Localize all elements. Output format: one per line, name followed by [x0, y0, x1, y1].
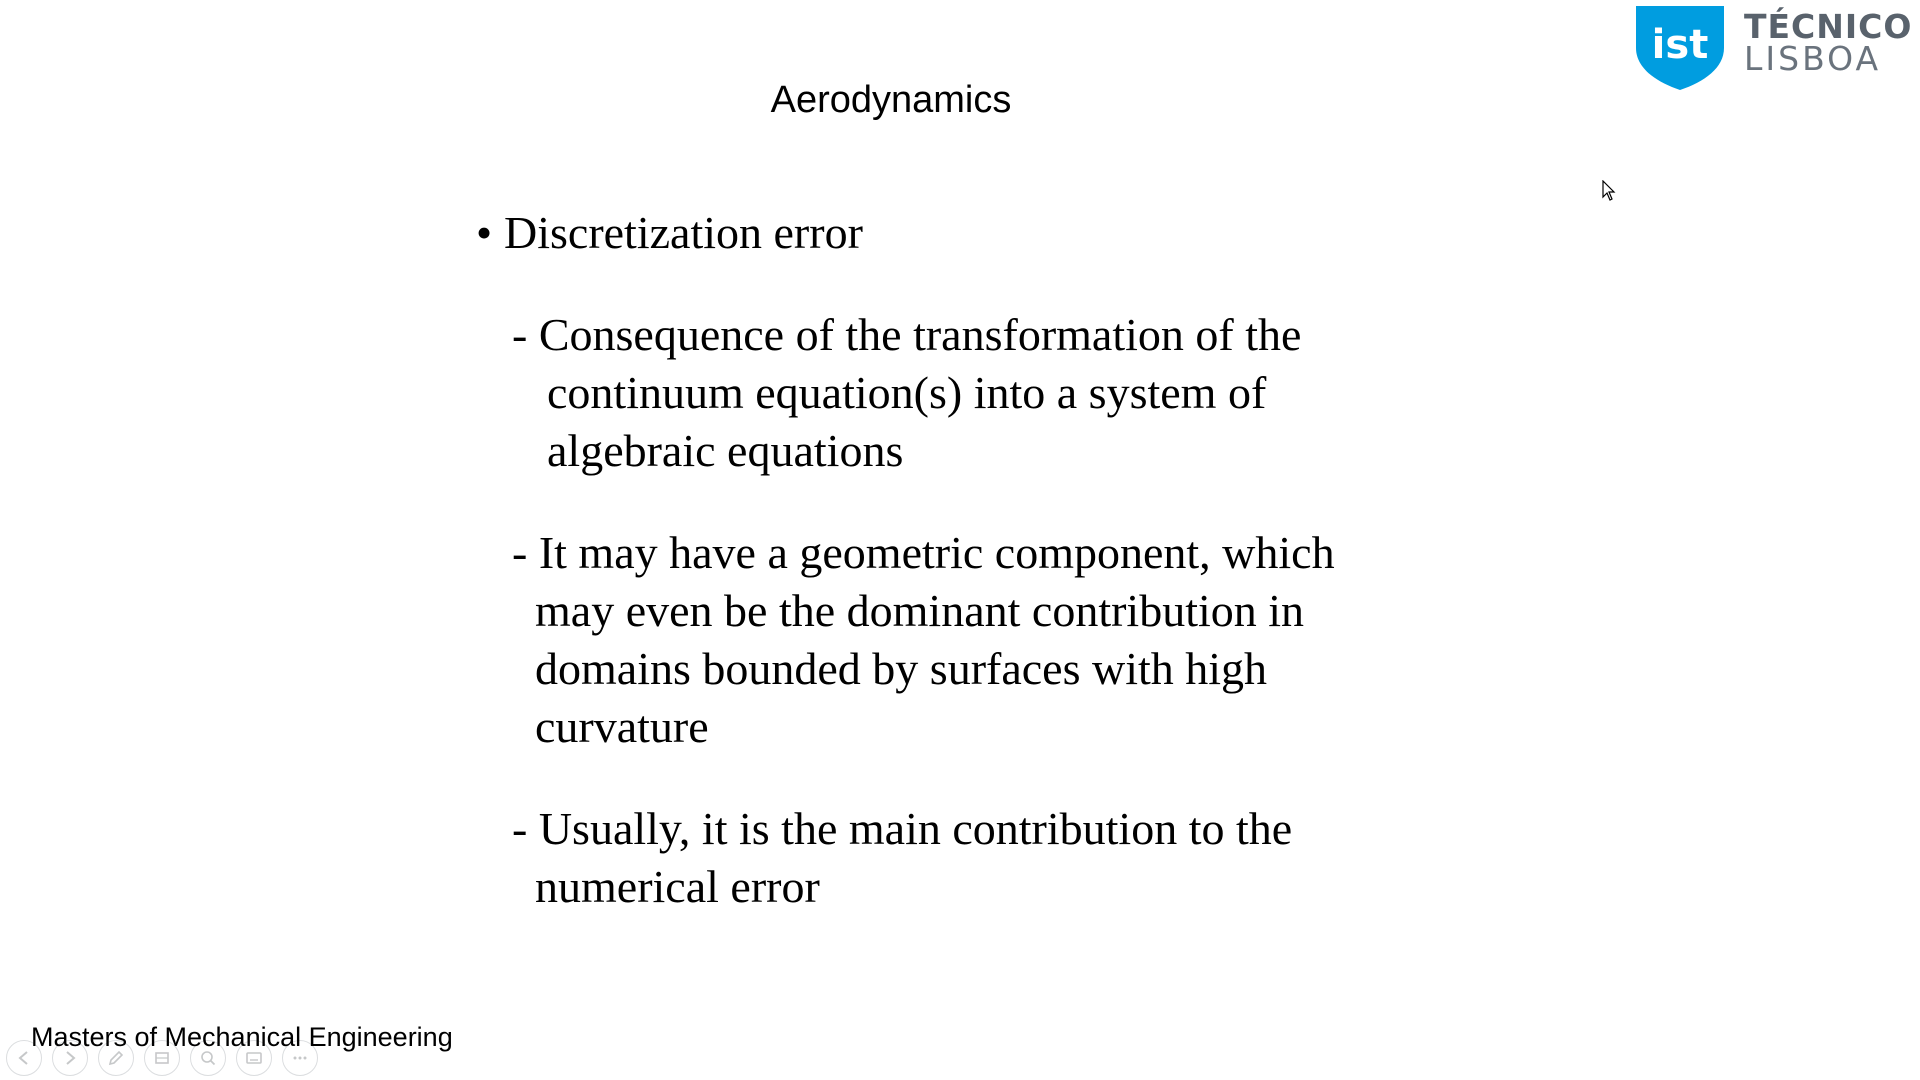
mouse-cursor-icon — [1602, 180, 1616, 202]
logo-line-1: TÉCNICO — [1744, 7, 1913, 46]
sub-point-1 — [512, 306, 1476, 480]
tecnico-lisboa-logo — [1634, 4, 1920, 92]
slide-content — [476, 204, 1476, 916]
sub-point-line: - Usually, it is the main contribution to the — [512, 803, 1293, 854]
sub-point-line: may even be the dominant contribution in — [535, 585, 1305, 636]
main-bullet — [476, 204, 1476, 262]
sub-point-line: - It may have a geometric component, which — [512, 527, 1335, 578]
sub-point-line: curvature — [535, 701, 709, 752]
logo-emblem-text: ist — [1651, 22, 1709, 68]
ist-shield-icon — [1634, 4, 1726, 90]
sub-point-line: continuum equation(s) into a system of — [547, 367, 1267, 418]
slide-title: Aerodynamics — [770, 79, 1012, 121]
bullet-dot: • — [476, 207, 493, 258]
logo-line-2: LISBOA — [1744, 39, 1882, 78]
sub-point-3 — [512, 800, 1476, 916]
sub-point-line: domains bounded by surfaces with high — [535, 643, 1268, 694]
sub-point-line: algebraic equations — [547, 425, 904, 476]
sub-point-2 — [512, 524, 1476, 756]
sub-point-line: numerical error — [535, 861, 820, 912]
main-bullet-text: Discretization error — [504, 207, 863, 258]
slide-footer: Masters of Mechanical Engineering — [31, 1022, 453, 1052]
sub-point-line: - Consequence of the transformation of the — [512, 309, 1302, 360]
